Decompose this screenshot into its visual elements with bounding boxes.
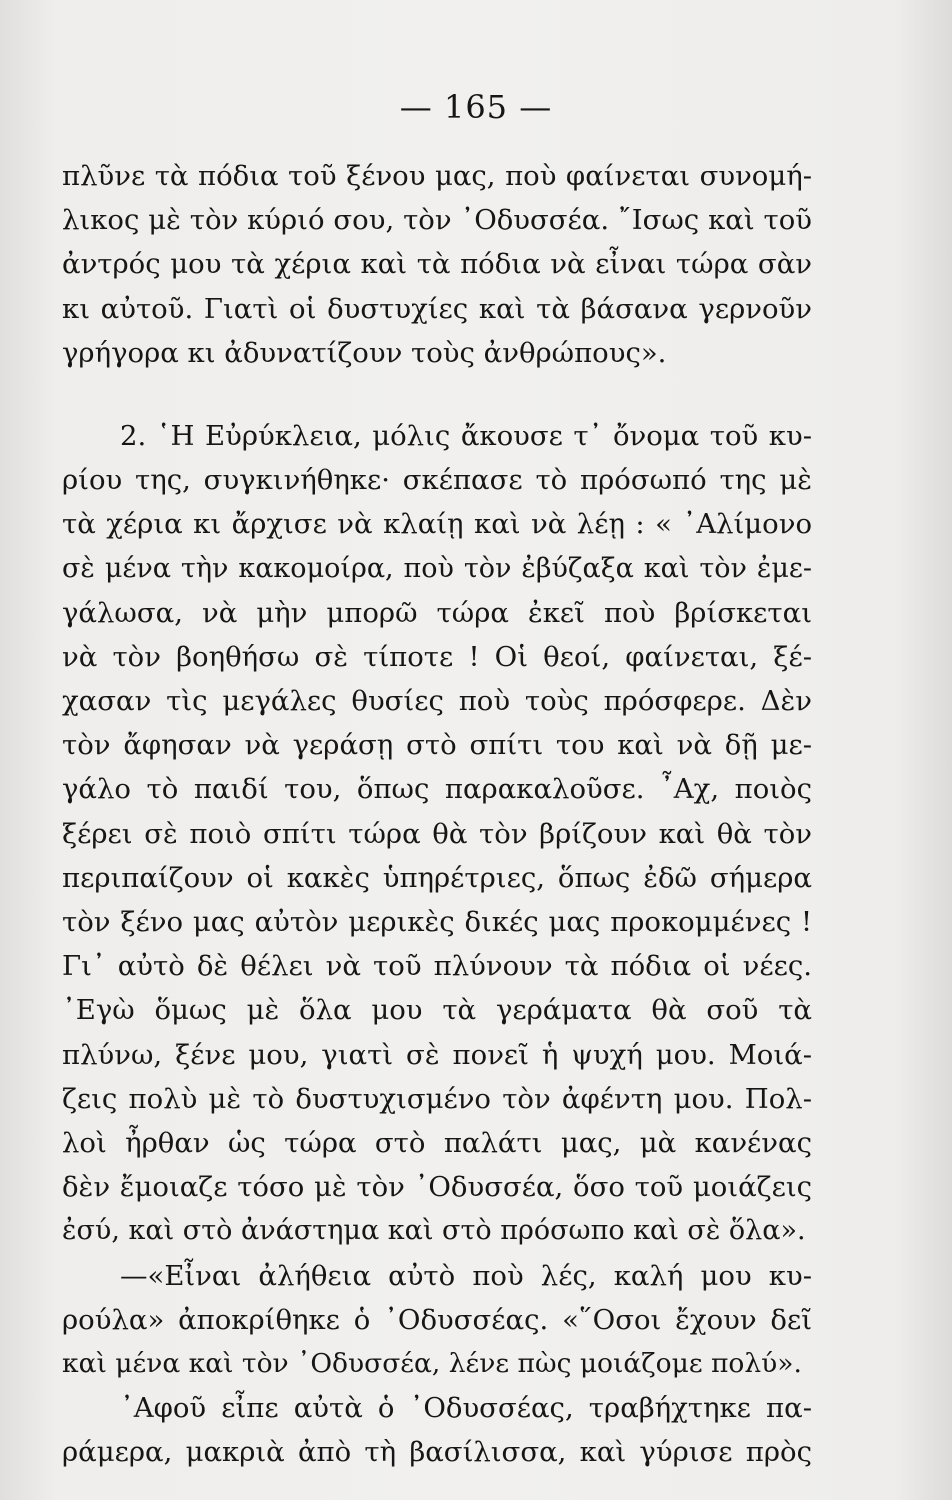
text-line: περιπαίζουν οἱ κακὲς ὑπηρέτριες, ὅπως ἐδῶ σήμερα (62, 861, 812, 894)
text-line: ρίου της, συγκινήθηκε· σκέπασε τὸ πρόσωπό της μὲ (62, 464, 812, 497)
text-line: τὸν ξένο μας αὐτὸν μερικὲς δικές μας προκομμένες ! (62, 906, 812, 938)
text-line: —«Εἶναι ἀλήθεια αὐτὸ ποὺ λές, καλή μου κυ- (120, 1259, 812, 1292)
text-line: καὶ μένα καὶ τὸν ᾿Οδυσσέα, λένε πὼς μοιάζομε πολύ». (62, 1347, 802, 1379)
text-line: ρούλα» ἀποκρίθηκε ὁ ᾿Οδυσσέας. «῞Οσοι ἔχουν δεῖ (62, 1303, 812, 1336)
body-text (62, 154, 812, 1474)
text-line: γάλωσα, νὰ μὴν μπορῶ τώρα ἐκεῖ ποὺ βρίσκεται (62, 596, 812, 629)
text-line: ζεις πολὺ μὲ τὸ δυστυχισμένο τὸν ἀφέντη μου. Πολ- (62, 1082, 812, 1115)
paragraph-gap (62, 375, 812, 414)
text-line: ᾿Αφοῦ εἶπε αὐτὰ ὁ ᾿Οδυσσέας, τραβήχτηκε πα- (120, 1392, 812, 1425)
text-line: ἐσύ, καὶ στὸ ἀνάστημα καὶ στὸ πρόσωπο καὶ σὲ ὅλα». (62, 1215, 806, 1247)
text-line: ἀντρός μου τὰ χέρια καὶ τὰ πόδια νὰ εἶναι τώρα σὰν (62, 248, 812, 281)
text-line: νὰ τὸν βοηθήσω σὲ τίποτε ! Οἱ θεοί, φαίνεται, ξέ- (62, 640, 812, 673)
text-line: λοὶ ἦρθαν ὡς τώρα στὸ παλάτι μας, μὰ κανένας (62, 1126, 812, 1159)
text-line: 2. ῾Η Εὐρύκλεια, μόλις ἄκουσε τ᾿ ὄνομα τοῦ κυ- (120, 419, 812, 452)
text-line: τὰ χέρια κι ἄρχισε νὰ κλαίῃ καὶ νὰ λέῃ : « ᾿Αλίμονο (62, 508, 812, 541)
text-line: δὲν ἔμοιαζε τόσο μὲ τὸν ᾿Οδυσσέα, ὅσο τοῦ μοιάζεις (62, 1171, 812, 1204)
text-line: πλύνω, ξένε μου, γιατὶ σὲ πονεῖ ἡ ψυχή μου. Μοιά- (62, 1038, 812, 1071)
text-line: κι αὐτοῦ. Γιατὶ οἱ δυστυχίες καὶ τὰ βάσανα γερνοῦν (62, 292, 812, 325)
text-line: λικος μὲ τὸν κύριό σου, τὸν ᾿Οδυσσέα. ῎Ισως καὶ τοῦ (62, 204, 812, 237)
text-line: ᾿Εγὼ ὅμως μὲ ὅλα μου τὰ γεράματα θὰ σοῦ τὰ (62, 994, 812, 1027)
text-line: πλῦνε τὰ πόδια τοῦ ξένου μας, ποὺ φαίνεται συνομή- (62, 160, 812, 192)
text-line: γρήγορα κι ἀδυνατίζουν τοὺς ἀνθρώπους». (62, 336, 667, 369)
text-line: τὸν ἄφησαν νὰ γεράσῃ στὸ σπίτι του καὶ νὰ δῇ με- (62, 729, 812, 762)
text-line: ξέρει σὲ ποιὸ σπίτι τώρα θὰ τὸν βρίζουν καὶ θὰ τὸν (62, 817, 812, 850)
text-line: σὲ μένα τὴν κακομοίρα, ποὺ τὸν ἐβύζαξα καὶ τὸν ἐμε- (62, 552, 812, 584)
text-line: χασαν τὶς μεγάλες θυσίες ποὺ τοὺς πρόσφερε. Δὲν (62, 685, 812, 718)
page-number: — 165 — (399, 88, 553, 126)
text-line: γάλο τὸ παιδί του, ὅπως παρακαλοῦσε. ῏Αχ, ποιὸς (62, 773, 812, 806)
text-line: Γι᾿ αὐτὸ δὲ θέλει νὰ τοῦ πλύνουν τὰ πόδια οἱ νέες. (62, 950, 812, 983)
text-line: ράμερα, μακριὰ ἀπὸ τὴ βασίλισσα, καὶ γύρισε πρὸς (62, 1436, 812, 1469)
